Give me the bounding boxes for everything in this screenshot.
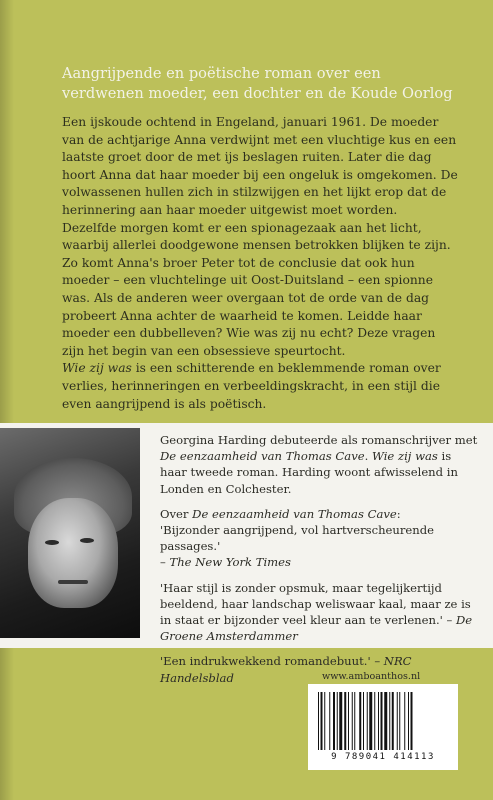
barcode-bar — [344, 692, 346, 750]
barcode-bar — [324, 692, 325, 750]
over-suffix: : — [396, 506, 401, 521]
quote-2-text: 'Haar stijl is zonder opsmuk, maar tegelijkertijd beeldend, haar landschap weliswaar kaal, maar ze is in staat er bijzonder veel kleur aan te verlenen.' – — [160, 580, 471, 628]
publisher-url: www.amboanthos.nl — [322, 671, 421, 682]
blurb-closing — [62, 360, 460, 413]
bio-debut-title: De eenzaamheid van Thomas Cave — [160, 449, 365, 464]
bio-over-line — [160, 506, 478, 522]
quote-2 — [160, 580, 478, 645]
barcode-bar — [369, 692, 372, 750]
barcode-icon — [318, 692, 448, 750]
author-eye-left — [45, 540, 59, 545]
quote-3-text: 'Een indrukwekkend romandebuut.' – — [160, 654, 384, 669]
author-face — [28, 498, 118, 608]
quote-3-source: NRC Handelsblad — [160, 654, 412, 685]
over-prefix: Over — [160, 506, 193, 521]
barcode-bar — [333, 692, 335, 750]
barcode-bar — [363, 692, 364, 750]
blurb — [62, 64, 460, 413]
blurb-paragraph-1: Een ijskoude ochtend in Engeland, januari 1961. De moeder van de achtjarige Anna verdwijnt met een vluchtige kus en een laatste groet door de met ijs beslagen ruiten. Later die dag hoort Anna dat haar moeder bij een ongeluk is omgekomen. De volwassenen hullen zich in stilzwijgen en het lijkt erop dat de herinnering aan haar moeder uitgewist moet worden. — [62, 115, 458, 217]
quote-1-source: The New York Times — [169, 555, 291, 570]
barcode-bar — [374, 692, 375, 750]
barcode-bar — [411, 692, 413, 750]
barcode-bar — [399, 692, 400, 750]
barcode-bar — [404, 692, 405, 750]
bio-book-title: Wie zij was — [372, 449, 438, 464]
spine-shadow — [0, 0, 14, 800]
barcode-bar — [321, 692, 323, 750]
barcode-bar — [367, 692, 368, 750]
author-bio — [160, 432, 478, 686]
author-photo — [0, 428, 140, 638]
barcode-bar — [348, 692, 349, 750]
closing-title: Wie zij was — [62, 361, 132, 376]
barcode-bar — [318, 692, 319, 750]
author-eye-right — [80, 538, 94, 543]
blurb-paragraph-2: Dezelfde morgen komt er een spionagezaak aan het licht, waarbij allerlei doodgewone mensen betrokken blijken te zijn. Zo komt Anna's broer Peter tot de conclusie dat ook hun moeder – een vluchtelinge uit Oost-Duitsland – een spionne was. Als de anderen weer overgaan tot de orde van de dag probeert Anna achter de waarheid te komen. Leidde haar moeder een dubbelleven? Wie was zij nu echt? Deze vragen zijn het begin van een obsessieve speurtocht. — [62, 220, 451, 358]
barcode-bar — [329, 692, 330, 750]
barcode-bar — [378, 692, 379, 750]
bio-text-3: is haar tweede roman. Harding woont afwisselend in Londen en Colchester. — [160, 449, 458, 496]
barcode-bar — [389, 692, 390, 750]
barcode-box — [308, 684, 458, 770]
barcode-bar — [339, 692, 342, 750]
quote-1-dash: – — [160, 555, 170, 570]
bio-paragraph — [160, 432, 478, 497]
over-title: De eenzaamheid van Thomas Cave — [192, 506, 397, 521]
quote-2-source: De Groene Amsterdammer — [160, 613, 473, 644]
author-mouth — [58, 580, 88, 584]
quote-1-text: 'Bijzonder aangrijpend, vol hartverscheurende passages.' — [160, 523, 435, 554]
bio-text-1: Georgina Harding debuteerde als romanschrijver met — [160, 433, 478, 447]
barcode-bar — [354, 692, 355, 750]
barcode-bar — [352, 692, 353, 750]
bio-text-2: . — [364, 449, 373, 464]
isbn-number: 9 789041 414113 — [331, 752, 435, 762]
barcode-bar — [359, 692, 361, 750]
barcode-bar — [408, 692, 409, 750]
barcode-bar — [381, 692, 383, 750]
blurb-heading: Aangrijpende en poëtische roman over een verdwenen moeder, een dochter en de Koude Oorlog — [62, 65, 453, 102]
quote-3 — [160, 653, 478, 685]
barcode-bar — [384, 692, 387, 750]
closing-text: is een schitterende en beklemmende roman over verlies, herinneringen en verbeeldingskracht, in een stijl die even aangrijpend is als poëtisch. — [62, 361, 441, 411]
quote-1 — [160, 522, 478, 571]
barcode-bar — [337, 692, 338, 750]
barcode-bar — [397, 692, 398, 750]
barcode-bar — [392, 692, 394, 750]
